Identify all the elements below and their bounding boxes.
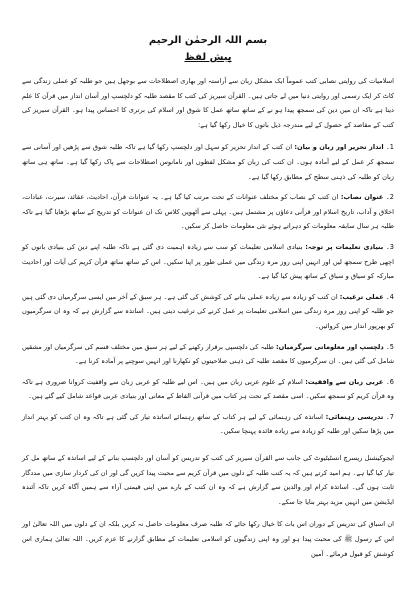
item-title: دلچسپ اور معلوماتی سرگرمیاں: [275,342,384,351]
item-number: 1۔ [385,143,394,152]
item-title: تدریسی رہنمائی: [325,412,384,421]
item-title: عنوان نصاب: [340,193,384,202]
item-text: بنیادی اسلامی تعلیمات کو سب سے زیادہ اہمیت دی گئی ہے تاکہ طلبہ اپنے دین کی بنیادی باتوں کو اچھی طرح سمجھ لیں اور انہیں اپنی روز مرہ زندگی میں عملی طور پر اپنا سکیں۔ اس کے ساتھ ساتھ قرآن کریم کی آیات اور احادیث مبارکہ کو سیاق و سباق کے ساتھ پیش کیا گیا ہے۔ [22,242,394,281]
item-title: انداز تحریر اور زبان و بیان: [294,143,384,152]
item-title: عربی زبان سے واقفیت: [305,377,384,386]
item-text: اسلام کے علوم عربی زبان میں ہیں۔ اس لیے طلبہ کو عربی زبان سے واقفیت کروانا ضروری ہے تاکہ وہ قرآن کریم کو سمجھ سکیں۔ اسی مقصد کے تحت ہر کتاب میں قرآنی الفاظ کے معانی اور بنیادی عربی قواعد شامل کیے گئے ہیں۔ [22,377,394,401]
item-number: 3۔ [385,242,394,251]
item-text: ان کتب کے انداز تحریر کو سہل اور دلچسپ رکھا گیا ہے تاکہ طلبہ شوق سے پڑھیں اور آسانی سے سمجھ کر عمل کے لیے آمادہ ہوں۔ ان کتب کی زبان کو مشکل لفظوں اور نامانوس اصطلاحات سے پاک رکھا گیا ہے۔ ساتھ ہی ساتھ زبان کو طلبہ کی ذہنی سطح کے مطابق رکھا گیا ہے۔ [22,143,394,181]
page-title: پیش لفظ [184,52,232,63]
item-title: عملی ترغیب: [339,292,384,301]
closing-paragraph-1: ایجوکیشنل ریسرچ انسٹیٹیوٹ کی جانب سے القرآن سیریز کی کتب کو تدریس کو آسان اور دلچسپ بنانے کے لیے اساتذہ کے ساتھ مل کر تیار کیا گیا ہے۔ ہم امید کرتے ہیں کہ یہ کتب طلبہ کے دلوں میں قرآن کریم سے محبت پیدا کریں گی اور ان کی کردار سازی میں مددگار ثابت ہوں گی۔ اساتذہ کرام اور والدین سے گزارش ہے کہ وہ ان کتب کے بارے میں اپنی قیمتی آراء سے ہمیں آگاہ کریں تاکہ آئندہ ایڈیشن میں انہیں مزید بہتر بنایا جا سکے۔ [22,454,394,506]
item-list [22,140,394,439]
closing-paragraph-2: ان اسباق کی تدریس کے دوران اس بات کا خیال رکھا جائے کہ طلبہ صرف معلومات حاصل نہ کریں بلکہ ان کے دلوں میں اللہ تعالیٰ اور اس کے رسول ﷺ کی محبت پیدا ہو اور وہ اپنی زندگیوں کو اسلامی تعلیمات کے مطابق گزارنے کا عزم کریں۔ اللہ تعالیٰ ہماری اس کوشش کو قبول فرمائے۔ آمین [22,520,394,558]
item-title: بنیادی تعلیمات پر توجہ: [305,242,384,251]
item-number: 5۔ [385,342,394,351]
item-number: 6۔ [385,377,394,386]
list-item [22,240,394,284]
bismillah-heading: بسم اللہ الرحمٰن الرحیم [148,35,268,46]
item-text: ان کتب کے نصاب کو مختلف عنوانات کے تحت مرتب کیا گیا ہے۔ یہ عنوانات قرآن، احادیث، عقائد، سیرت، عبادات، اخلاق و آداب، تاریخ اسلام اور قرآنی دعاؤں پر مشتمل ہیں۔ پہلی سے آٹھویں کلاس تک ان عنوانات کو تدریج کے ساتھ بڑھایا گیا ہے تاکہ طلبہ ہر سال سابقہ معلومات کو دہراتے ہوئے نئی معلومات حاصل کر سکیں۔ [22,193,394,231]
item-number: 4۔ [385,292,394,301]
list-item [22,290,394,334]
list-item [22,340,394,369]
item-text: اساتذہ کی رہنمائی کے لیے ہر کتاب کے ساتھ رہنمائے اساتذہ تیار کی گئی ہے تاکہ وہ ان کتب کو بہتر انداز میں پڑھا سکیں اور طلبہ کو زیادہ سے زیادہ فائدہ پہنچا سکیں۔ [22,412,394,436]
list-item [22,190,394,234]
item-number: 2۔ [385,193,394,202]
item-number: 7۔ [385,412,394,421]
list-item [22,375,394,404]
item-text: طلبہ کی دلچسپی برقرار رکھنے کے لیے ہر سبق میں مختلف قسم کی سرگرمیاں اور مشقیں شامل کی گئی ہیں۔ ان سرگرمیوں کا مقصد طلبہ کی ذہنی صلاحیتوں کو نکھارنا اور انہیں سوچنے پر آمادہ کرنا ہے۔ [22,342,394,366]
list-item [22,410,394,439]
item-text: ان کتب کو زیادہ سے زیادہ عملی بنانے کی کوشش کی گئی ہے۔ ہر سبق کے آخر میں ایسی سرگرمیاں دی گئی ہیں جو طلبہ کو اپنی روز مرہ زندگی میں اسلامی تعلیمات پر عمل کرنے کی ترغیب دیتی ہیں۔ اساتذہ سے گزارش ہے کہ وہ ان سرگرمیوں کو بھرپور انداز میں کروائیں۔ [22,292,394,330]
list-item [22,140,394,184]
intro-paragraph: اسلامیات کی روایتی نصابی کتب عموماً ایک مشکل زبان سے آراستہ اور بھاری اصطلاحات سے بوجھل ہیں جو طلبہ کو عملی زندگی سے کاٹ کر ایک رسمی اور روایتی دنیا میں لے جاتی ہیں۔ القرآن سیریز کی کتب کا مقصد طلبہ کو دلچسپ اور آسان انداز میں قرآن کا علم دینا ہے تاکہ ان میں دین کی سمجھ پیدا ہو نے کے ساتھ ساتھ عمل کا شوق اور اسلام کی برتری کا احساس پیدا ہو۔ القرآن سیریز کی کتب کے مقاصد کے حصول کے لیے مندرجہ ذیل باتوں کا خیال رکھا گیا ہے: [22,77,394,129]
